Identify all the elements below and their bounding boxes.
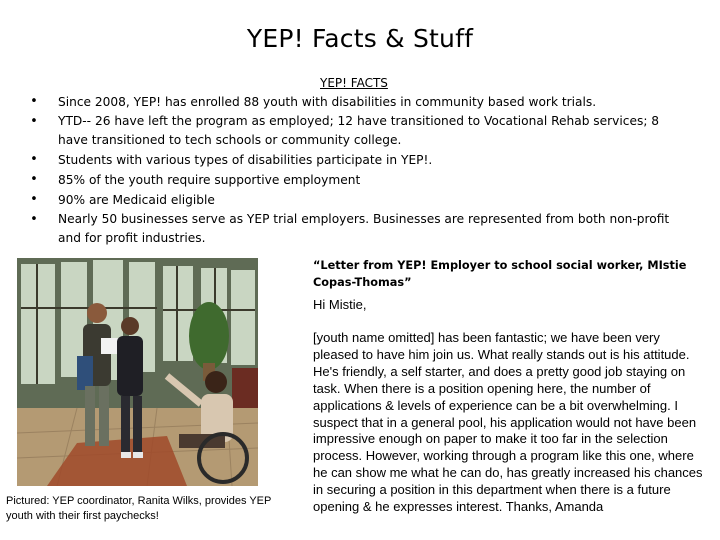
bullet-icon: •	[30, 172, 38, 187]
fact-item	[28, 170, 678, 190]
photo-illustration	[17, 258, 258, 486]
fact-text: YTD-- 26 have left the program as employed; 12 have transitioned to Vocational Rehab services; 8 have transitioned to tech schools or community college.	[58, 114, 660, 147]
fact-text: Nearly 50 businesses serve as YEP trial employers. Businesses are represented from both non-profit and for profit industries.	[58, 212, 670, 245]
fact-text: Since 2008, YEP! has enrolled 88 youth with disabilities in community based work trials.	[58, 95, 597, 109]
bullet-icon: •	[30, 212, 38, 227]
letter-salutation: Hi Mistie,	[313, 297, 367, 312]
photo-caption: Pictured: YEP coordinator, Ranita Wilks, provides YEP youth with their first paychecks!	[6, 495, 272, 522]
letter-heading: “Letter from YEP! Employer to school social worker, MIstie Copas-Thomas”	[313, 259, 687, 289]
letter-body: [youth name omitted] has been fantastic; we have been very pleased to have him join us. What really stands out is his attitude. He's friendly, a self starter, and does a pretty good job staying on task. When there is a position opening here, the number of applications & levels of experience can be a bit overwhelming. I suspect that in a general pool, his application would not have been impressive enough on paper to make it too far in the selection process. However, working through a program like this one, where he can show me what he can do, has greatly increased his chances in securing a position in this department when there is a future opening & he expresses interest. Thanks, Amanda	[313, 330, 703, 515]
fact-item	[28, 150, 678, 170]
facts-heading: YEP! FACTS	[320, 76, 388, 90]
bullet-icon: •	[30, 114, 38, 129]
fact-item	[28, 92, 678, 112]
paycheck-photo	[17, 258, 258, 486]
bullet-icon: •	[30, 192, 38, 207]
fact-item	[28, 112, 678, 150]
bullet-icon: •	[30, 152, 38, 167]
fact-text: Students with various types of disabilities participate in YEP!.	[58, 153, 433, 167]
fact-item	[28, 210, 678, 248]
fact-text: 85% of the youth require supportive employment	[58, 173, 361, 187]
facts-list	[28, 92, 678, 248]
slide-title: YEP! Facts & Stuff	[246, 24, 474, 53]
fact-text: 90% are Medicaid eligible	[58, 193, 215, 207]
bullet-icon: •	[30, 94, 38, 109]
fact-item	[28, 190, 678, 210]
